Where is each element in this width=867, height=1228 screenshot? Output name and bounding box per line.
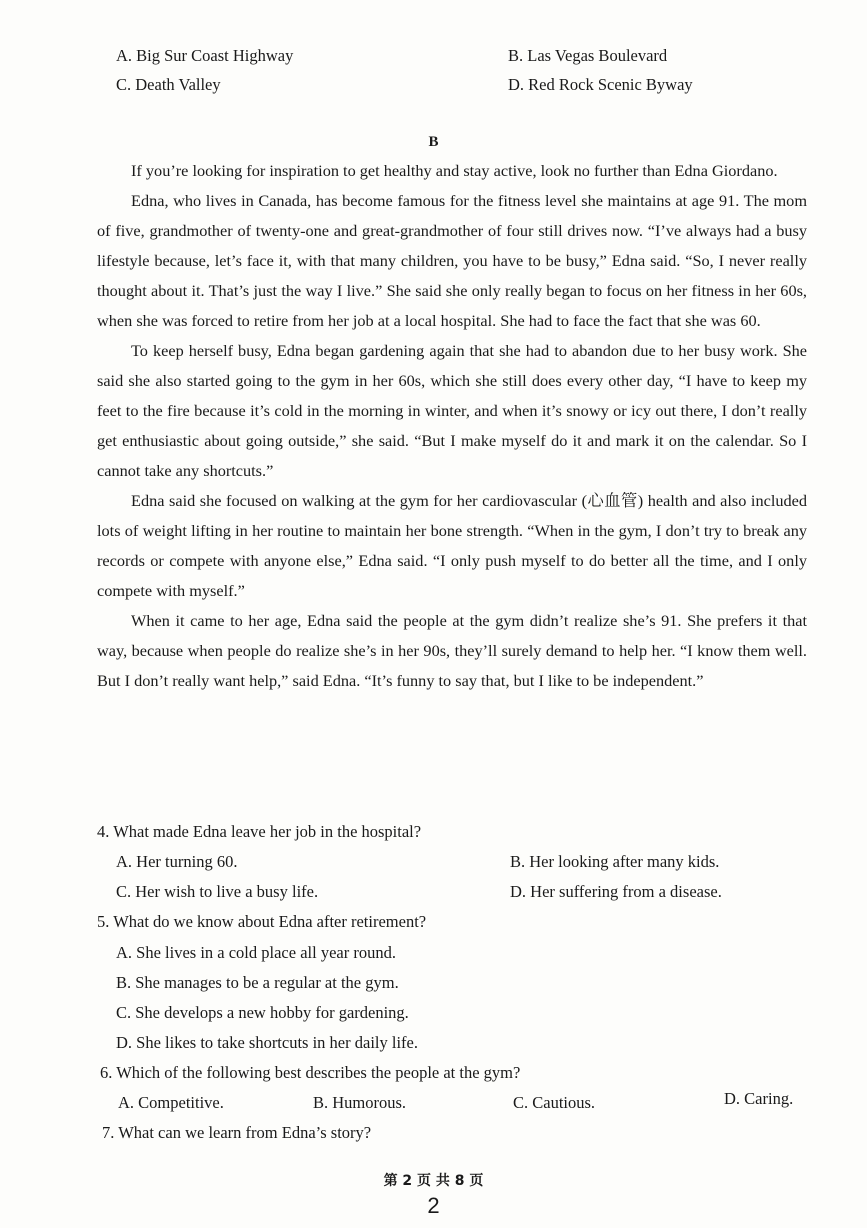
- question-5-stem: 5. What do we know about Edna after retirement?: [97, 912, 427, 931]
- prev-option-a: A. Big Sur Coast Highway: [116, 46, 294, 65]
- question-6-stem: 6. Which of the following best describes the people at the gym?: [100, 1063, 521, 1082]
- passage-paragraph: Edna said she focused on walking at the gym for her cardiovascular (心血管) health and also included lots of weight lifting in her routine to maintain her bone strength. “When in the gym, I don’t try to break any records or compete with anyone else,” Edna said. “I only push myself to do better all the time, and I only compete with myself.”: [97, 491, 807, 600]
- passage-paragraph: When it came to her age, Edna said the people at the gym didn’t realize she’s 91. She prefers it that way, because when people do realize she’s in her 90s, they’ll surely demand to help her. “I know them well. But I don’t really want help,” said Edna. “It’s funny to say that, but I like to be independent.”: [97, 611, 807, 690]
- question-5-option-c: C. She develops a new hobby for gardening.: [116, 1003, 409, 1022]
- passage-paragraph: To keep herself busy, Edna began gardening again that she had to abandon due to her busy work. She said she also started going to the gym in her 60s, which she still does every other day, “I have to keep my feet to the fire because it’s cold in the morning in winter, and when it’s snowy or icy out there, I don’t really get enthusiastic about going outside,” she said. “But I make myself do it and mark it on the calendar. So I cannot take any shortcuts.”: [97, 341, 807, 480]
- question-4-option-d: D. Her suffering from a disease.: [510, 882, 722, 901]
- question-7-stem: 7. What can we learn from Edna’s story?: [102, 1123, 372, 1142]
- question-5-option-d: D. She likes to take shortcuts in her daily life.: [116, 1033, 418, 1052]
- question-4-option-a: A. Her turning 60.: [116, 852, 238, 871]
- question-4-option-b: B. Her looking after many kids.: [510, 852, 720, 871]
- question-6-option-a: A. Competitive.: [118, 1093, 224, 1112]
- question-4-stem: 4. What made Edna leave her job in the hospital?: [97, 822, 422, 841]
- passage-paragraph: Edna, who lives in Canada, has become famous for the fitness level she maintains at age 91. The mom of five, grandmother of twenty-one and great-grandmother of four still drives now. “I’ve always had a busy lifestyle because, let’s face it, with that many children, you have to be busy,” Edna said. “So, I never really thought about it. That’s just the way I live.” She said she only really began to focus on her fitness in her 60s, when she was forced to retire from her job at a local hospital. She had to face the fact that she was 60.: [97, 191, 807, 330]
- prev-option-b: B. Las Vegas Boulevard: [508, 46, 668, 65]
- prev-option-c: C. Death Valley: [116, 75, 221, 94]
- question-6-option-c: C. Cautious.: [513, 1093, 596, 1112]
- question-5-option-a: A. She lives in a cold place all year round.: [116, 943, 396, 962]
- question-5-option-b: B. She manages to be a regular at the gym.: [116, 973, 399, 992]
- question-6-option-d: D. Caring.: [724, 1089, 794, 1108]
- section-heading: B: [428, 134, 439, 150]
- question-4-option-c: C. Her wish to live a busy life.: [116, 882, 319, 901]
- passage-paragraph: If you’re looking for inspiration to get healthy and stay active, look no further than Edna Giordano.: [131, 161, 778, 180]
- reading-passage: [97, 156, 807, 696]
- page-number: 2: [427, 1193, 440, 1218]
- prev-option-d: D. Red Rock Scenic Byway: [508, 75, 693, 94]
- page-info: 第 2 页 共 8 页: [383, 1173, 484, 1189]
- question-6-option-b: B. Humorous.: [313, 1093, 407, 1112]
